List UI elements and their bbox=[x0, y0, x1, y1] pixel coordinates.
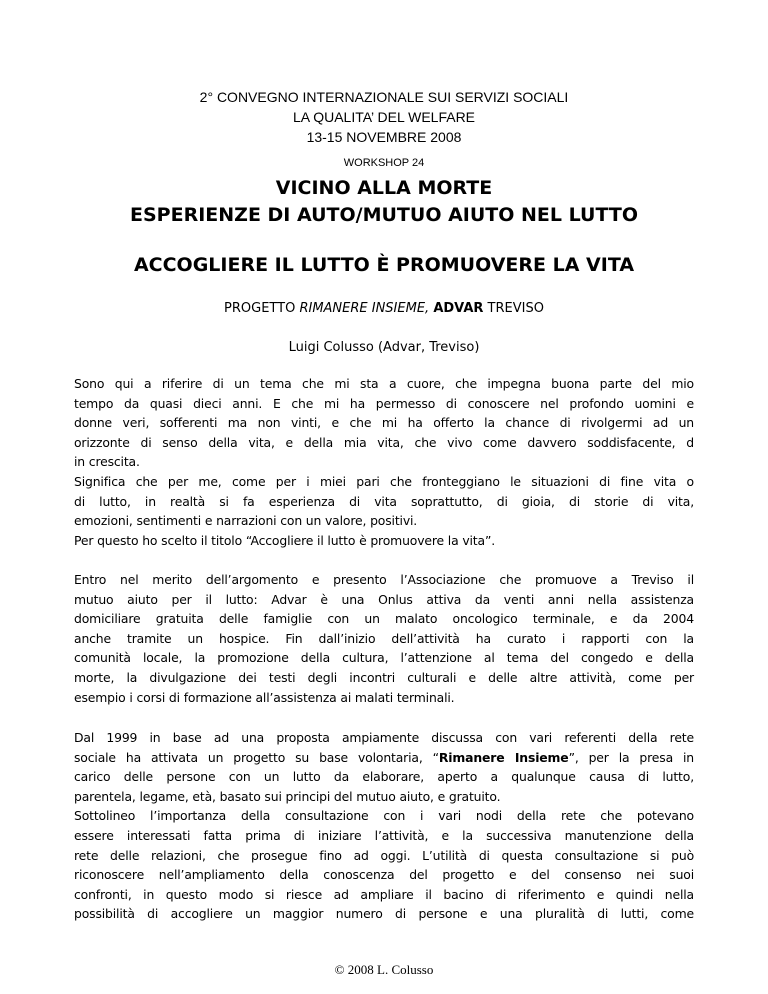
paragraph-line: confronti, in questo modo si riesce ad ampliare il bacino di riferimento e quindi nella bbox=[74, 886, 694, 902]
project-prefix: PROGETTO bbox=[224, 301, 300, 316]
paragraph-line: morte, la divulgazione dei testi degli incontri culturali e delle altre attività, come per bbox=[74, 669, 694, 685]
paragraph-line: Dal 1999 in base ad una proposta ampiamente discussa con vari referenti della rete bbox=[74, 730, 694, 745]
paragraph-line: possibilità di accogliere un maggior numero di persone e una pluralità di lutti, come bbox=[74, 906, 694, 922]
main-title-second-line: ESPERIENZE DI AUTO/MUTUO AIUTO NEL LUTTO bbox=[130, 204, 638, 226]
project-org: ADVAR bbox=[433, 301, 484, 316]
conference-title: 2° CONVEGNO INTERNAZIONALE SUI SERVIZI SOCIALI bbox=[199, 89, 569, 105]
paragraph-line: emozioni, sentimenti e narrazioni con un valore, positivi. bbox=[74, 513, 418, 529]
paragraph-line: donne veri, sofferenti ma non vinti, e che mi ha offerto la chance di rivolgermi ad un bbox=[74, 415, 694, 431]
paragraph-line: essere interessati fatta prima di iniziare l’attività, e la successiva manutenzione della bbox=[74, 827, 694, 843]
paragraph-line: orizzonte di senso della vita, e della mia vita, che vivo come davvero soddisfacente, d bbox=[74, 434, 694, 450]
paragraph-line bbox=[74, 748, 694, 768]
project-suffix: TREVISO bbox=[483, 301, 544, 316]
copyright-footer: © 2008 L. Colusso bbox=[334, 962, 434, 977]
workshop-label: WORKSHOP 24 bbox=[343, 157, 425, 169]
paragraph-line: carico delle persone con un lutto da elaborare, aperto a qualunque causa di lutto, bbox=[74, 769, 694, 785]
paragraph-line: in crescita. bbox=[74, 454, 140, 470]
talk-title: ACCOGLIERE IL LUTTO È PROMUOVERE LA VITA bbox=[133, 254, 635, 276]
paragraph-text: sociale ha attivata un progetto su base volontaria, “ bbox=[74, 749, 439, 765]
paragraph-1 bbox=[74, 374, 694, 550]
author-line: Luigi Colusso (Advar, Treviso) bbox=[288, 340, 480, 355]
paragraph-line: Sottolineo l’importanza della consultazione con i vari nodi della rete che potevano bbox=[74, 808, 694, 824]
project-name-bold: Rimanere Insieme bbox=[438, 749, 569, 765]
paragraph-line: Entro nel merito dell’argomento e presento l’Associazione che promuove a Treviso il bbox=[74, 572, 694, 587]
paragraph-3 bbox=[74, 728, 694, 924]
paragraph-line: anche tramite un hospice. Fin dall’inizio dell’attività ha curato i rapporti con la bbox=[74, 630, 694, 646]
paragraph-line: rete delle relazioni, che prosegue fino ad oggi. L’utilità di questa consultazione si può bbox=[74, 847, 694, 863]
paragraph-line: Per questo ho scelto il titolo “Accogliere il lutto è promuovere la vita”. bbox=[74, 532, 495, 548]
conference-subtitle: LA QUALITA’ DEL WELFARE bbox=[292, 109, 476, 125]
project-name: RIMANERE INSIEME, bbox=[299, 301, 430, 316]
paragraph-text: ”, per la presa in bbox=[568, 749, 694, 765]
project-line bbox=[0, 301, 768, 316]
paragraph-2 bbox=[74, 570, 694, 707]
main-title: VICINO ALLA MORTE bbox=[275, 177, 493, 199]
paragraph-line: Significa che per me, come per i miei pari che fronteggiano le situazioni di fine vita o bbox=[74, 473, 694, 489]
paragraph-line: esempio i corsi di formazione all’assistenza ai malati terminali. bbox=[74, 689, 455, 705]
paragraph-line: mutuo aiuto per il lutto: Advar è una Onlus attiva da venti anni nella assistenza bbox=[74, 591, 694, 607]
paragraph-line: di lutto, in realtà si fa esperienza di vita soprattutto, di gioia, di storie di vita, bbox=[74, 493, 694, 509]
paragraph-line: riconoscere nell’ampliamento della conoscenza del progetto e del consenso nei suoi bbox=[74, 867, 694, 883]
paragraph-line: domiciliare gratuita delle famiglie con un malato oncologico terminale, e da 2004 bbox=[74, 611, 694, 627]
paragraph-line: Sono qui a riferire di un tema che mi sta a cuore, che impegna buona parte del mio bbox=[74, 376, 694, 391]
conference-dates: 13-15 NOVEMBRE 2008 bbox=[306, 129, 462, 145]
paragraph-line: comunità locale, la promozione della cultura, l’attenzione al tema del congedo e della bbox=[74, 650, 694, 666]
paragraph-line: tempo da quasi dieci anni. E che mi ha permesso di conoscere nel profondo uomini e bbox=[74, 395, 694, 411]
paragraph-line: parentela, legame, età, basato sui principi del mutuo aiuto, e gratuito. bbox=[74, 788, 501, 804]
